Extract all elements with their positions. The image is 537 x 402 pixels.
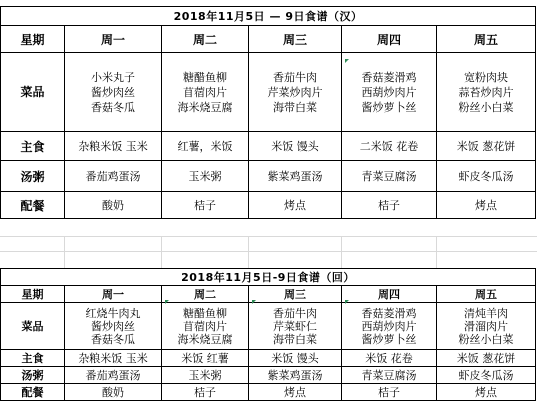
header-day-thu[interactable]: 周四 (342, 26, 437, 53)
menu-title[interactable]: 2018年11月5日 — 9日食谱（汉） (1, 7, 536, 26)
side-cell-tue[interactable]: 桔子 (162, 384, 249, 401)
dish-item: 香茄牛肉 (273, 306, 317, 320)
soup-cell-thu[interactable]: 青菜豆腐汤 (342, 367, 437, 384)
header-day-fri[interactable]: 周五 (437, 286, 536, 303)
sheet-gridline (248, 236, 249, 268)
staple-cell-mon[interactable]: 杂粮米饭 玉米 (65, 132, 162, 161)
dish-item: 香菇冬瓜 (91, 332, 135, 346)
dish-item: 酱炒肉丝 (91, 319, 135, 333)
header-weekday-label[interactable]: 星期 (1, 26, 65, 53)
menu-table-hui (0, 268, 536, 401)
cell-comment-indicator (345, 59, 349, 63)
soup-cell-tue[interactable]: 玉米粥 (162, 367, 249, 384)
dish-item: 西葫炒肉片 (361, 319, 417, 333)
soup-cell-mon[interactable]: 番茄鸡蛋汤 (65, 161, 162, 192)
side-cell-fri[interactable]: 烤点 (437, 192, 536, 219)
header-day-fri[interactable]: 周五 (437, 26, 536, 53)
header-day-tue[interactable]: 周二 (162, 286, 249, 303)
side-cell-fri[interactable]: 烤点 (437, 384, 536, 401)
dish-item: 糖醋鱼柳 (183, 70, 227, 84)
dishes-cell-mon[interactable] (65, 303, 162, 350)
staple-cell-thu[interactable]: 米饭 花卷 (342, 350, 437, 367)
dishes-cell-thu[interactable] (342, 53, 437, 132)
dish-item: 红烧牛肉丸 (85, 306, 141, 320)
sheet-gridline (64, 236, 65, 268)
sheet-gridline (0, 251, 537, 252)
dishes-cell-tue[interactable] (162, 53, 249, 132)
row-label-side[interactable]: 配餐 (1, 192, 65, 219)
header-day-thu[interactable]: 周四 (342, 286, 437, 303)
dish-item: 滑溜肉片 (464, 319, 509, 333)
staple-cell-thu[interactable]: 二米饭 花卷 (342, 132, 437, 161)
dish-item: 海米烧豆腐 (177, 332, 233, 346)
row-label-staple[interactable]: 主食 (1, 132, 65, 161)
side-cell-thu[interactable]: 桔子 (342, 384, 437, 401)
staple-cell-tue[interactable]: 米饭 红薯 (162, 350, 249, 367)
soup-cell-fri[interactable]: 虾皮冬瓜汤 (437, 367, 536, 384)
dish-item: 香菇菱滑鸡 (361, 306, 417, 320)
dish-item: 西葫炒肉片 (361, 85, 417, 99)
dishes-cell-tue[interactable] (162, 303, 249, 350)
dish-item: 苜蓿肉片 (183, 319, 227, 333)
dish-item: 芹菜炒肉片 (267, 85, 323, 99)
staple-cell-wed[interactable]: 米饭 馒头 (249, 350, 342, 367)
row-label-dishes[interactable]: 菜品 (1, 53, 65, 132)
staple-cell-fri[interactable]: 米饭 葱花饼 (437, 132, 536, 161)
side-cell-wed[interactable]: 烤点 (249, 384, 342, 401)
row-label-soup[interactable]: 汤粥 (1, 161, 65, 192)
row-label-dishes[interactable]: 菜品 (1, 303, 65, 350)
menu-title[interactable]: 2018年11月5日-9日食谱（回） (1, 269, 536, 286)
header-day-mon[interactable]: 周一 (65, 286, 162, 303)
dishes-cell-mon[interactable] (65, 53, 162, 132)
side-cell-thu[interactable]: 桔子 (342, 192, 437, 219)
dish-item: 酱炒萝卜丝 (361, 332, 417, 346)
staple-cell-wed[interactable]: 米饭 馒头 (249, 132, 342, 161)
dish-item: 粉丝小白菜 (458, 100, 514, 114)
soup-cell-mon[interactable]: 番茄鸡蛋汤 (65, 367, 162, 384)
dish-item: 苜蓿肉片 (183, 85, 227, 99)
soup-cell-thu[interactable]: 青菜豆腐汤 (342, 161, 437, 192)
sheet-gridline (436, 236, 437, 268)
dishes-cell-fri[interactable] (437, 303, 536, 350)
dish-item: 芹菜虾仁 (273, 319, 317, 333)
dish-item: 糖醋鱼柳 (183, 306, 227, 320)
side-cell-wed[interactable]: 烤点 (249, 192, 342, 219)
side-cell-mon[interactable]: 酸奶 (65, 384, 162, 401)
dish-item: 酱炒萝卜丝 (361, 100, 417, 114)
soup-cell-wed[interactable]: 紫菜鸡蛋汤 (249, 161, 342, 192)
staple-cell-mon[interactable]: 杂粮米饭 玉米 (65, 350, 162, 367)
dish-item: 海米烧豆腐 (177, 100, 233, 114)
row-label-side[interactable]: 配餐 (1, 384, 65, 401)
staple-cell-tue[interactable]: 红薯，米饭 (162, 132, 249, 161)
sheet-gridline (161, 236, 162, 268)
dish-item: 小米丸子 (91, 70, 135, 84)
dish-item: 粉丝小白菜 (458, 332, 514, 346)
header-weekday-label[interactable]: 星期 (1, 286, 65, 303)
dishes-cell-wed[interactable] (249, 53, 342, 132)
soup-cell-tue[interactable]: 玉米粥 (162, 161, 249, 192)
dish-item: 海带白菜 (273, 332, 317, 346)
header-day-wed[interactable]: 周三 (249, 26, 342, 53)
menu-table-han (0, 6, 536, 219)
dish-item: 香菇冬瓜 (91, 100, 135, 114)
sheet-gridline (341, 236, 342, 268)
dish-item: 清炖羊肉 (464, 306, 509, 320)
dish-item: 蒜苔炒肉片 (458, 85, 514, 99)
dish-item: 宽粉肉块 (464, 70, 509, 84)
staple-cell-fri[interactable]: 米饭 葱花饼 (437, 350, 536, 367)
header-day-mon[interactable]: 周一 (65, 26, 162, 53)
dish-item: 酱炒肉丝 (91, 85, 135, 99)
soup-cell-wed[interactable]: 紫菜鸡蛋汤 (249, 367, 342, 384)
soup-cell-fri[interactable]: 虾皮冬瓜汤 (437, 161, 536, 192)
cell-comment-indicator (345, 300, 349, 304)
row-label-soup[interactable]: 汤粥 (1, 367, 65, 384)
header-day-tue[interactable]: 周二 (162, 26, 249, 53)
dish-item: 海带白菜 (273, 100, 317, 114)
dish-item: 香茄牛肉 (273, 70, 317, 84)
row-label-staple[interactable]: 主食 (1, 350, 65, 367)
dishes-cell-thu[interactable] (342, 303, 437, 350)
sheet-gridline (0, 236, 537, 237)
dish-item: 香菇菱滑鸡 (361, 70, 417, 84)
cell-comment-indicator (252, 300, 256, 304)
side-cell-tue[interactable]: 桔子 (162, 192, 249, 219)
side-cell-mon[interactable]: 酸奶 (65, 192, 162, 219)
dishes-cell-wed[interactable] (249, 303, 342, 350)
cell-comment-indicator (165, 300, 169, 304)
header-day-wed[interactable]: 周三 (249, 286, 342, 303)
dishes-cell-fri[interactable] (437, 53, 536, 132)
